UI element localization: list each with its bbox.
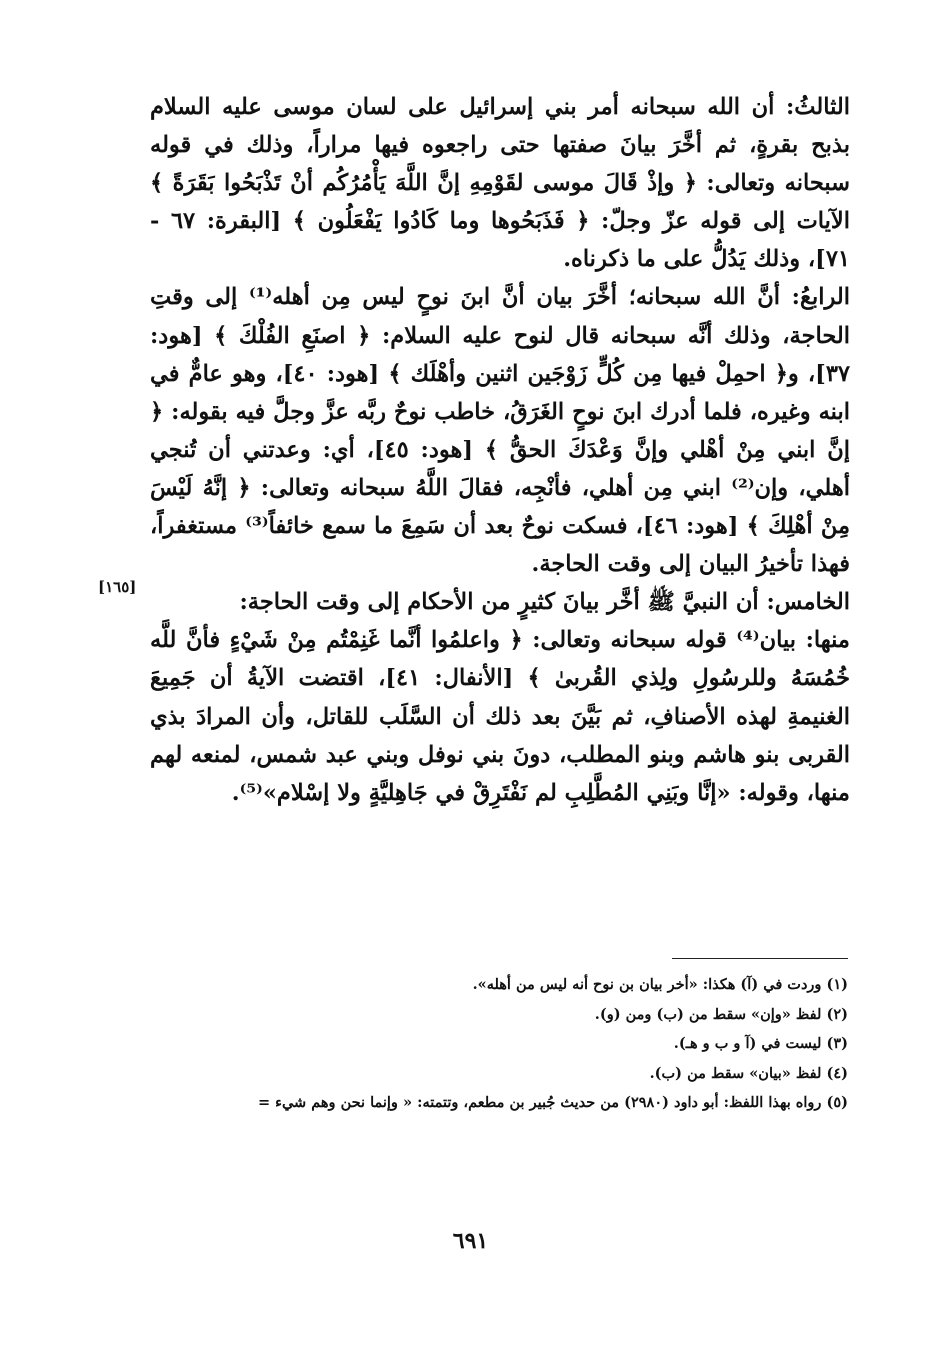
main-text [150,88,850,812]
page-number: ٦٩١ [452,1228,489,1254]
footnotes [140,970,848,1118]
paragraph-fourth: الرابعُ: أنَّ الله سبحانه؛ أخَّرَ بيان أنَّ ابنَ نوحٍ ليس مِن أهله⁽¹⁾ إلى وقتِ الحاجة، وذلك أنَّه سبحانه قال لنوح عليه السلام: ﴿ اصنَعِ الفُلْكَ ﴾ [هود: ٣٧]، و﴿ احمِلْ فيها مِن كُلٍّ زَوْجَين اثنين وأهْلَك ﴾ [هود: ٤٠]، وهو عامٌّ في ابنه وغيره، فلما أدرك ابنَ نوحٍ الغَرَقُ، خاطب نوحٌ ربَّه عزَّ وجلَّ فيه بقوله: ﴿ إنَّ ابني مِنْ أهْلي وإنَّ وَعْدَكَ الحقُّ ﴾ [هود: ٤٥]، أي: وعدتني أن تُنجي أهلي، وإن⁽²⁾ ابني مِن أهلي، فأنْجِه، فقالَ اللَّهُ سبحانه وتعالى: ﴿ إنَّهُ لَيْسَ مِنْ أهْلِكَ ﴾ [هود: ٤٦]، فسكت نوحٌ بعد أن سَمِعَ ما سمع خائفاً⁽³⁾ مستغفراً، فهذا تأخيرُ البيان إلى وقت الحاجة. [150,284,851,578]
manuscript-page-reference: [١٦٥] [98,578,137,596]
footnote-3: (٣) ليست في (آ و ب و هـ). [673,1035,848,1052]
footnote-1: (١) وردت في (آ) هكذا: «أخر بيان بن نوح أنه ليس من أهله». [472,976,848,993]
footnote-2: (٢) لفظ «وإن» سقط من (ب) ومن (و). [594,1005,848,1023]
paragraph-fifth-detail: منها: بيان⁽⁴⁾ قوله سبحانه وتعالى: ﴿ واعلمُوا أنَّما غَنِمْتُم مِنْ شَيْءٍ فأنَّ للَّه خُمُسَهُ وللرسُولِ ولِذي القُربىٰ ﴾ [الأنفال: ٤١]، اقتضت الآيةُ أن جَمِيعَ الغنيمةِ لهذه الأصنافِ، ثم بَيَّنَ بعد ذلك أن السَّلَب للقاتل، وأن المرادَ بذي القربى بنو هاشم وبنو المطلب، دونَ بني نوفل وبني عبد شمس، لمنعه لهم منها، وقوله: «إنَّا وبَنِي المُطَّلِبِ لم نَفْتَرِقْ في جَاهِليَّةٍ ولا إسْلام»⁽⁵⁾. [150,627,850,806]
footnotes-divider [672,958,848,959]
paragraph-third: الثالثُ: أن الله سبحانه أمر بني إسرائيل على لسان موسى عليه السلام بذبح بقرةٍ، ثم أخَّرَ بيانَ صفتها حتى راجعوه فيها مراراً، وذلك في قوله سبحانه وتعالى: ﴿ وإذْ قَالَ موسى لقَوْمِهِ إنَّ اللَّهَ يَأْمُرُكُم أنْ تَذْبَحُوا بَقَرَةً ﴾ الآيات إلى قوله عزّ وجلّ: ﴿ فَذَبَحُوها وما كَادُوا يَفْعَلُون ﴾ [البقرة: ٦٧ - ٧١]، وذلك يَدُلُّ على ما ذكرناه. [150,94,850,273]
footnote-4: (٤) لفظ «بيان» سقط من (ب). [649,1064,848,1082]
footnote-5: (٥) رواه بهذا اللفظ: أبو داود (٢٩٨٠) من حديث جُبير بن مطعم، وتتمته: « وإنما نحن وهم شيء = [257,1094,848,1111]
paragraph-fifth: الخامس: أن النبيَّ ﷺ أخَّر بيانَ كثيرٍ من الأحكام إلى وقت الحاجة: [239,589,850,616]
